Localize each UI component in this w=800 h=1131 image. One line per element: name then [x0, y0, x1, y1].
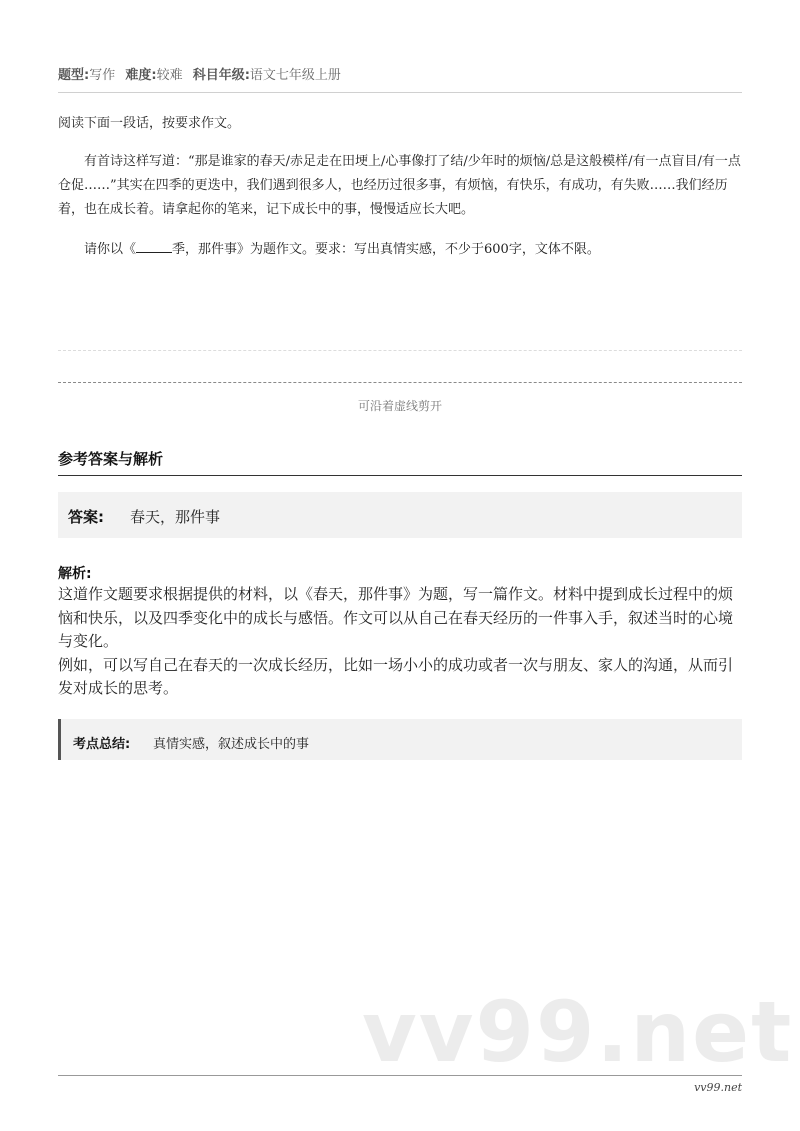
type-value: 写作: [89, 68, 116, 83]
answer-text: 春天，那件事: [130, 508, 221, 526]
key-point-label: 考点总结:: [73, 737, 131, 752]
question-paragraph-1: 有首诗这样写道：“那是谁家的春天/赤足走在田埂上/心事像打了结/少年时的烦恼/总是这般模样/有一点盲目/有一点仓促……”其实在四季的更迭中，我们遇到很多人，也经历过很多事，有烦恼，有快乐，有成功，有失败……我们经历着，也在成长着。请拿起你的笔来，记下成长中的事，慢慢适应长大吧。: [58, 154, 741, 217]
prompt-before-blank: 请你以《: [84, 242, 137, 257]
difficulty-label: 难度:: [125, 68, 157, 83]
question-meta: [58, 64, 341, 83]
key-point-text: 真情实感，叙述成长中的事: [153, 737, 310, 752]
key-point-box: [58, 719, 742, 760]
analysis-body: [58, 583, 742, 701]
analysis-label: 解析:: [58, 566, 92, 582]
section-rule: [58, 475, 742, 476]
cut-note: 可沿着虚线剪开: [357, 399, 442, 413]
footer-site: vv99.net: [694, 1081, 742, 1094]
answer-box: [58, 492, 742, 538]
question-paragraph-2: [58, 238, 742, 262]
subject-value: 语文七年级上册: [249, 68, 341, 83]
title-blank: [136, 238, 172, 253]
analysis-paragraph-2: 例如，可以写自己在春天的一次成长经历，比如一场小小的成功或者一次与朋友、家人的沟通，从而引发对成长的思考。: [58, 655, 734, 697]
section-title: 参考答案与解析: [58, 450, 164, 468]
answer-label: 答案:: [68, 508, 104, 526]
type-label: 题型:: [58, 68, 90, 83]
analysis-paragraph-1: 这道作文题要求根据提供的材料，以《春天，那件事》为题，写一篇作文。材料中提到成长过程中的烦恼和快乐，以及四季变化中的成长与感悟。作文可以从自己在春天经历的一件事入手，叙述当时的心境与变化。: [58, 585, 734, 650]
prompt-after-blank: 季，那件事》为题作文。要求：写出真情实感，不少于600字，文体不限。: [172, 242, 600, 257]
footer-rule: [58, 1075, 742, 1076]
subject-label: 科目年级:: [192, 68, 250, 83]
top-divider: [58, 92, 742, 93]
question-intro: 阅读下面一段话，按要求作文。: [58, 116, 241, 131]
answer-space-line: [58, 350, 742, 351]
watermark: vv99.net: [362, 983, 794, 1081]
cut-line: [58, 382, 742, 383]
difficulty-value: 较难: [156, 68, 183, 83]
